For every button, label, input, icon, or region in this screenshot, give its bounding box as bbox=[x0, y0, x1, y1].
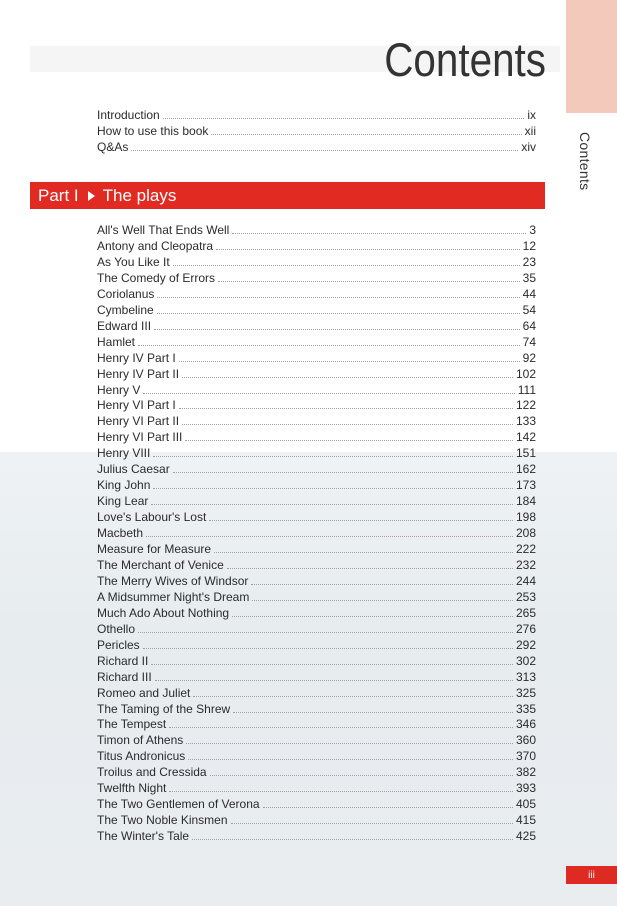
toc-entry-page: 12 bbox=[522, 238, 536, 253]
toc-entry-title: The Merry Wives of Windsor bbox=[97, 573, 249, 588]
dot-leader bbox=[214, 551, 513, 553]
dot-leader bbox=[186, 742, 513, 744]
toc-entry-page: 208 bbox=[515, 526, 536, 541]
toc-entry bbox=[97, 412, 536, 428]
section-tab bbox=[566, 0, 617, 113]
toc-entry bbox=[97, 349, 536, 365]
toc-entry-page: 133 bbox=[515, 414, 536, 429]
dot-leader bbox=[151, 503, 513, 505]
toc-entry-page: 3 bbox=[529, 223, 536, 237]
dot-leader bbox=[188, 758, 513, 760]
toc-entry-page: 370 bbox=[515, 749, 536, 764]
toc-entry-page: 292 bbox=[515, 637, 536, 652]
toc-entry bbox=[97, 572, 536, 588]
toc-entry bbox=[97, 540, 536, 556]
toc-entry bbox=[97, 604, 536, 620]
toc-entry-page: 382 bbox=[515, 765, 536, 780]
toc-entry bbox=[97, 381, 536, 397]
dot-leader bbox=[155, 679, 513, 681]
toc-entry-title: Titus Andronicus bbox=[97, 749, 186, 764]
dot-leader bbox=[169, 726, 513, 728]
toc-entry-title: Twelfth Night bbox=[97, 781, 167, 796]
toc-entry-page: 313 bbox=[515, 669, 536, 684]
toc-entry bbox=[97, 285, 536, 301]
toc-entry bbox=[97, 827, 536, 843]
dot-leader bbox=[173, 264, 520, 266]
toc-entry-title: Romeo and Juliet bbox=[97, 685, 191, 700]
toc-entry-title: The Comedy of Errors bbox=[97, 270, 216, 285]
toc-entry-title: King John bbox=[97, 478, 151, 493]
toc-entry-title: Richard III bbox=[97, 669, 152, 684]
toc-entry-page: 23 bbox=[522, 254, 536, 269]
toc-entry-page: 162 bbox=[515, 462, 536, 477]
toc-entry-page: 198 bbox=[515, 510, 536, 525]
toc-entry-page: 222 bbox=[515, 542, 536, 556]
toc-entry-page: 74 bbox=[522, 334, 536, 349]
dot-leader bbox=[173, 471, 513, 473]
dot-leader bbox=[231, 822, 513, 824]
toc-entry bbox=[97, 396, 536, 412]
toc-entry-title: The Two Gentlemen of Verona bbox=[97, 797, 260, 812]
dot-leader bbox=[143, 647, 513, 649]
toc-entry-page: ix bbox=[527, 108, 536, 122]
toc-entry bbox=[97, 221, 536, 237]
toc-entry bbox=[97, 122, 536, 138]
toc-entry-title: King Lear bbox=[97, 494, 149, 509]
dot-leader bbox=[192, 838, 513, 840]
toc-entry bbox=[97, 588, 536, 604]
dot-leader bbox=[209, 519, 513, 521]
toc-entry-title: Julius Caesar bbox=[97, 462, 170, 477]
dot-leader bbox=[138, 631, 513, 633]
toc-entry bbox=[97, 731, 536, 747]
toc-entry-page: 122 bbox=[515, 398, 536, 413]
dot-leader bbox=[263, 806, 513, 808]
toc-entry-title: Hamlet bbox=[97, 334, 136, 349]
toc-entry-title: Othello bbox=[97, 621, 136, 636]
toc-entry bbox=[97, 700, 536, 716]
dot-leader bbox=[143, 392, 514, 394]
toc-entry-page: 92 bbox=[522, 350, 536, 365]
toc-entry-title: Henry VI Part II bbox=[97, 414, 180, 429]
dot-leader bbox=[218, 280, 520, 282]
toc-entry bbox=[97, 317, 536, 333]
toc-entry-page: 425 bbox=[515, 829, 536, 844]
toc-entry bbox=[97, 476, 536, 492]
toc-entry bbox=[97, 106, 536, 122]
dot-leader bbox=[179, 360, 520, 362]
toc-entry-page: 184 bbox=[515, 494, 536, 509]
toc-entry bbox=[97, 556, 536, 572]
toc-entry bbox=[97, 715, 536, 731]
toc-entry-page: 325 bbox=[515, 685, 536, 700]
toc-entry-page: 102 bbox=[515, 366, 536, 381]
dot-leader bbox=[193, 695, 513, 697]
toc-entry-title: Much Ado About Nothing bbox=[97, 605, 230, 620]
toc-entry-title: Henry V bbox=[97, 382, 141, 397]
dot-leader bbox=[232, 232, 526, 234]
toc-entry-page: 54 bbox=[522, 302, 536, 317]
dot-leader bbox=[169, 790, 513, 792]
toc-entry bbox=[97, 763, 536, 779]
toc-entry-title: The Tempest bbox=[97, 717, 167, 732]
toc-entry bbox=[97, 138, 536, 154]
toc-entry-page: 415 bbox=[515, 813, 536, 828]
toc-entry-page: xiv bbox=[521, 140, 536, 154]
toc-entry-page: 151 bbox=[515, 446, 536, 461]
toc-entry bbox=[97, 237, 536, 253]
toc-entry-page: 142 bbox=[515, 430, 536, 445]
dot-leader bbox=[163, 117, 525, 119]
dot-leader bbox=[216, 248, 520, 250]
toc-entry bbox=[97, 668, 536, 684]
toc-entry-page: 360 bbox=[515, 733, 536, 748]
toc-entry-title: Timon of Athens bbox=[97, 733, 184, 748]
toc-entry bbox=[97, 365, 536, 381]
dot-leader bbox=[157, 312, 520, 314]
dot-leader bbox=[182, 376, 513, 378]
toc-entry-page: 232 bbox=[515, 557, 536, 572]
toc-entry-title: All's Well That Ends Well bbox=[97, 223, 230, 237]
toc-entry-title: A Midsummer Night's Dream bbox=[97, 589, 250, 604]
toc-entry-title: Edward III bbox=[97, 318, 152, 333]
toc-entry-page: 64 bbox=[522, 318, 536, 333]
dot-leader bbox=[233, 711, 513, 713]
triangle-right-icon bbox=[88, 191, 95, 201]
dot-leader bbox=[138, 344, 520, 346]
toc-entry-title: The Taming of the Shrew bbox=[97, 701, 231, 716]
toc-entry bbox=[97, 508, 536, 524]
dot-leader bbox=[185, 439, 513, 441]
toc-entry-page: 393 bbox=[515, 781, 536, 796]
toc-entry-title: As You Like It bbox=[97, 254, 170, 269]
toc-entry-title: Introduction bbox=[97, 108, 160, 122]
toc-entry bbox=[97, 795, 536, 811]
toc-entry-page: 173 bbox=[515, 478, 536, 493]
toc-entry-page: 335 bbox=[515, 701, 536, 716]
toc-entry-page: 244 bbox=[515, 573, 536, 588]
toc-entry bbox=[97, 779, 536, 795]
toc-entry bbox=[97, 492, 536, 508]
toc-entry bbox=[97, 747, 536, 763]
dot-leader bbox=[211, 133, 521, 135]
dot-leader bbox=[151, 663, 513, 665]
toc-entry-page: 44 bbox=[522, 286, 536, 301]
toc-entry bbox=[97, 684, 536, 700]
toc-entry bbox=[97, 524, 536, 540]
toc-entry-title: Measure for Measure bbox=[97, 542, 212, 556]
toc-entry-page: 35 bbox=[522, 270, 536, 285]
dot-leader bbox=[251, 583, 513, 585]
part-label: Part I bbox=[38, 185, 79, 205]
toc-entry bbox=[97, 460, 536, 476]
toc-entry bbox=[97, 428, 536, 444]
toc-entry-page: 276 bbox=[515, 621, 536, 636]
dot-leader bbox=[157, 296, 519, 298]
toc-entry-title: Henry VIII bbox=[97, 446, 151, 461]
toc-entry-title: Henry VI Part III bbox=[97, 430, 183, 445]
part-heading-bar bbox=[30, 182, 545, 209]
toc-entry-title: The Winter's Tale bbox=[97, 829, 190, 844]
toc-entry-title: Henry VI Part I bbox=[97, 398, 176, 413]
toc-entry-title: Pericles bbox=[97, 637, 140, 652]
dot-leader bbox=[252, 599, 513, 601]
toc-entry-title: Henry IV Part II bbox=[97, 366, 180, 381]
page-number: iii bbox=[566, 866, 617, 884]
toc-entry bbox=[97, 811, 536, 827]
part-title: The plays bbox=[102, 185, 177, 205]
toc-entry bbox=[97, 652, 536, 668]
dot-leader bbox=[182, 423, 513, 425]
toc-entry-title: The Two Noble Kinsmen bbox=[97, 813, 228, 828]
toc-entry bbox=[97, 636, 536, 652]
toc-entry-page: 302 bbox=[515, 653, 536, 668]
toc-entry-title: Richard II bbox=[97, 653, 149, 668]
toc-entry-page: xii bbox=[524, 124, 536, 138]
toc-entry-page: 265 bbox=[515, 605, 536, 620]
dot-leader bbox=[210, 774, 513, 776]
toc-entry-page: 405 bbox=[515, 797, 536, 812]
toc-entry bbox=[97, 301, 536, 317]
toc-entry-page: 111 bbox=[517, 382, 536, 397]
toc-entry-title: The Merchant of Venice bbox=[97, 557, 224, 572]
toc-entry-title: Antony and Cleopatra bbox=[97, 238, 214, 253]
toc-entry bbox=[97, 253, 536, 269]
toc-entry bbox=[97, 333, 536, 349]
toc-entry-title: Cymbeline bbox=[97, 302, 154, 317]
toc-entry-title: Troilus and Cressida bbox=[97, 765, 207, 780]
toc-entry-title: Henry IV Part I bbox=[97, 350, 176, 365]
toc-entry-page: 253 bbox=[515, 589, 536, 604]
toc-entry bbox=[97, 620, 536, 636]
dot-leader bbox=[227, 567, 513, 569]
dot-leader bbox=[154, 328, 520, 330]
toc-entry-title: Macbeth bbox=[97, 526, 144, 541]
toc-entry bbox=[97, 269, 536, 285]
section-tab-label: Contents bbox=[577, 132, 593, 191]
dot-leader bbox=[232, 615, 513, 617]
toc-entry-title: Q&As bbox=[97, 140, 129, 154]
dot-leader bbox=[146, 535, 513, 537]
toc-entry-page: 346 bbox=[515, 717, 536, 732]
toc-entry-title: Coriolanus bbox=[97, 286, 155, 301]
dot-leader bbox=[131, 149, 518, 151]
toc-entry-title: Love's Labour's Lost bbox=[97, 510, 207, 525]
dot-leader bbox=[179, 407, 513, 409]
page-title: Contents bbox=[384, 33, 546, 86]
toc-entry bbox=[97, 444, 536, 460]
toc-entry-title: How to use this book bbox=[97, 124, 209, 138]
dot-leader bbox=[153, 455, 513, 457]
dot-leader bbox=[153, 487, 513, 489]
